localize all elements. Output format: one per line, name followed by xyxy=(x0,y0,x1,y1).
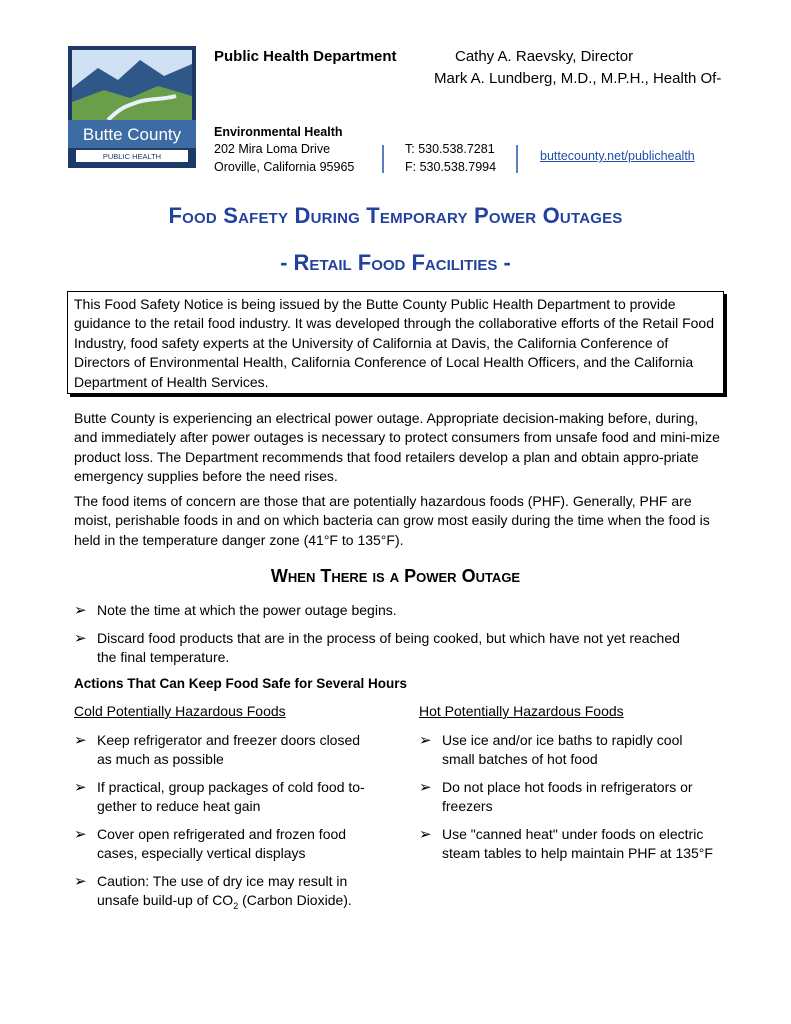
arrow-bullet-icon: ➢ xyxy=(74,779,87,796)
address-line-2: Oroville, California 95965 xyxy=(214,160,355,174)
caution-text-end: (Carbon Dioxide). xyxy=(238,892,352,909)
arrow-bullet-icon: ➢ xyxy=(74,873,87,890)
website-link[interactable]: buttecounty.net/publichealth xyxy=(540,149,695,163)
section-heading: When There is a Power Outage xyxy=(270,566,521,586)
arrow-bullet-icon: ➢ xyxy=(419,826,432,843)
page-title: Food Safety During Temporary Power Outages xyxy=(168,203,623,228)
list-item-text: Discard food products that are in the process of being cooked, but which have not yet reached the final temperature. xyxy=(97,630,680,666)
hot-list-item xyxy=(419,825,719,867)
logo-graphic xyxy=(68,46,196,168)
cold-list-item xyxy=(74,778,374,820)
arrow-bullet-icon: ➢ xyxy=(74,602,87,619)
butte-county-logo xyxy=(68,46,196,168)
address-line-1: 202 Mira Loma Drive xyxy=(214,142,331,156)
health-officer-name: Mark A. Lundberg, M.D., M.P.H., Health Of- xyxy=(434,70,722,87)
list-item xyxy=(74,629,714,671)
list-item-text: Keep refrigerator and freezer doors closed as much as possible xyxy=(97,732,361,768)
actions-heading: Actions That Can Keep Food Safe for Several Hours xyxy=(74,676,408,691)
department-name: Public Health Department xyxy=(214,48,397,65)
cold-list-item xyxy=(74,825,374,867)
page-subtitle: - Retail Food Facilities - xyxy=(280,250,511,275)
arrow-bullet-icon: ➢ xyxy=(419,732,432,749)
director-name: Cathy A. Raevsky, Director xyxy=(455,48,634,65)
logo-sub-text: PUBLIC HEALTH xyxy=(102,152,162,161)
header-divider xyxy=(382,145,384,173)
header-divider xyxy=(516,145,518,173)
arrow-bullet-icon: ➢ xyxy=(419,779,432,796)
arrow-bullet-icon: ➢ xyxy=(74,826,87,843)
phone-number: T: 530.538.7281 xyxy=(405,142,495,156)
arrow-bullet-icon: ➢ xyxy=(74,630,87,647)
hot-list-item xyxy=(419,731,719,773)
hot-foods-heading: Hot Potentially Hazardous Foods xyxy=(419,703,624,719)
list-item-text: Use "canned heat" under foods on electric steam tables to help maintain PHF at 135°F xyxy=(442,826,713,862)
division-name: Environmental Health xyxy=(214,125,343,139)
caution-text xyxy=(97,872,362,917)
list-item-text: Cover open refrigerated and frozen food cases, especially vertical displays xyxy=(97,826,347,862)
list-item-text: Note the time at which the power outage begins. xyxy=(97,602,397,618)
notice-box: This Food Safety Notice is being issued by the Butte County Public Health Department to provide guidance to the retail food industry. It was developed through the collaborative efforts of the Retail Food Industry, food safety experts at the University of California at Davis, the California Conference of Directors of Environmental Health, California Conference of Local Health Officers, and the California Department of Health Services. xyxy=(67,291,724,394)
co2-subscript: 2 xyxy=(233,901,239,912)
cold-foods-heading: Cold Potentially Hazardous Foods xyxy=(74,703,286,719)
list-item-text: Do not place hot foods in refrigerators or freezers xyxy=(442,779,693,815)
cold-list-item xyxy=(74,731,374,773)
logo-name-text: Butte County xyxy=(82,125,182,144)
cold-list-item xyxy=(74,872,374,914)
hot-list-item xyxy=(419,778,719,820)
arrow-bullet-icon: ➢ xyxy=(74,732,87,749)
fax-number: F: 530.538.7994 xyxy=(405,160,497,174)
list-item xyxy=(74,601,714,623)
list-item-text: Use ice and/or ice baths to rapidly cool small batches of hot food xyxy=(442,732,683,768)
intro-paragraph: Butte County is experiencing an electrical power outage. Appropriate decision-making before, during, and immediately after power outages is necessary to protect consumers from unsafe food and mini-mize product loss. The Department recommends that food retailers develop a plan and obtain appro-priate emergency supplies before the need rises. xyxy=(74,410,720,485)
list-item-text: If practical, group packages of cold food to-gether to reduce heat gain xyxy=(97,779,365,815)
phf-paragraph: The food items of concern are those that are potentially hazardous foods (PHF). Generally, PHF are moist, perishable foods in and on which bacteria can grow most easily during the time when the food is held in the temperature danger zone (41°F to 135°F). xyxy=(74,493,710,548)
caution-text-main: Caution: The use of dry ice may result in unsafe build-up of CO xyxy=(97,873,348,909)
